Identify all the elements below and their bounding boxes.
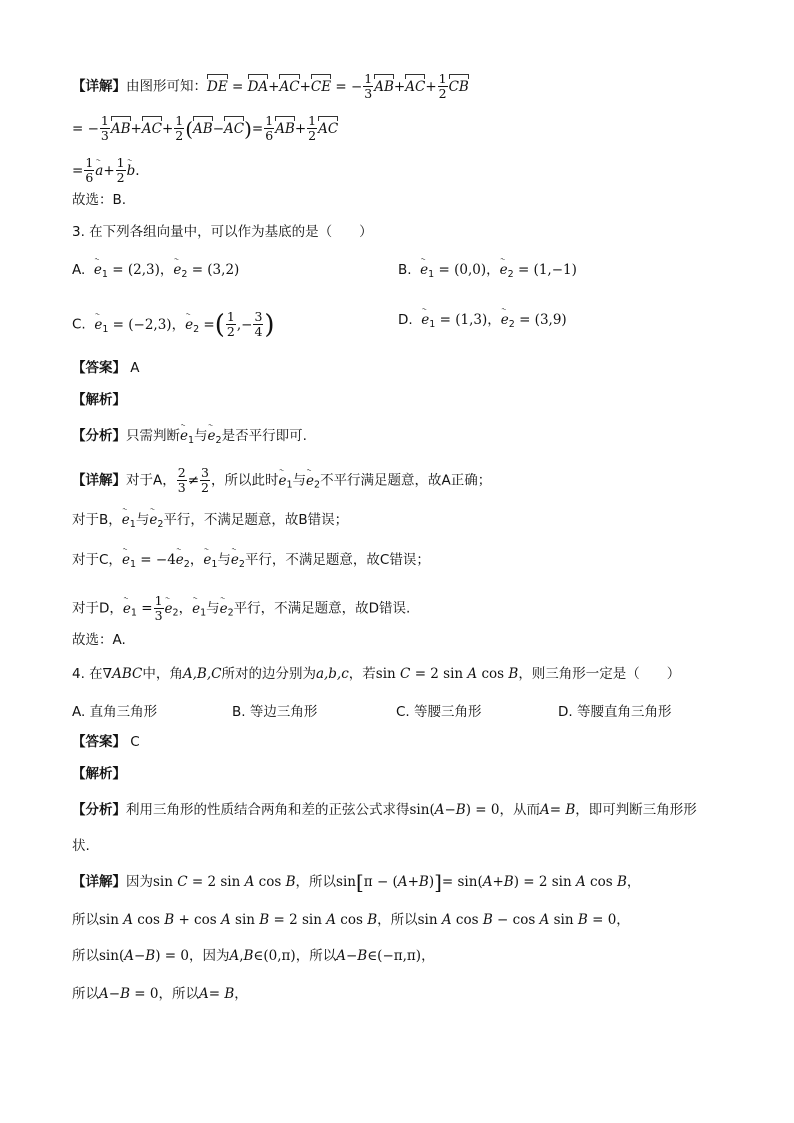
detail-tag: 【详解】 (72, 78, 126, 95)
q4-detail-1: 【详解】因为sin C = 2 sin A cos B，所以sin[π − (A+B)]= sin(A+B) = 2 sin A cos B， (72, 870, 641, 894)
q3-fenxi: 【分析】只需判断˞ $e_1$与˞ $e_2$是否平行即可. (72, 426, 307, 451)
detail-lead: 由图形可知： (126, 78, 207, 95)
q4-detail-2: 所以sin A cos B + cos A sin B = 2 sin A cos B，所以sin A cos B − cos A sin B = 0， (72, 912, 630, 928)
q3-detail-b: 对于B，˞ $e_1$与˞ $e_2$平行，不满足题意，故B错误； (72, 510, 348, 535)
q3-option-c-math: ˞ $e_1 = (-2,3)$，˞ $e_2$ =( $\frac{1}{2}$ ,− $\frac{3}{4}$ ) (94, 317, 274, 333)
answer-value: A (130, 360, 140, 376)
q4-stem: 4. 在∇ABC中，角A,B,C所对的边分别为a,b,c，若sin C = 2 sin A cos B，则三角形一定是（ ） (72, 666, 681, 682)
q3-option-a-math: ˞ $e_1 = (2,3)$，˞ $e_2 = (3,2)$ (94, 262, 239, 278)
q4-option-b: B. 等边三角形 (232, 704, 318, 720)
q3-option-a: A. ˞ $e_1 = (2,3)$，˞ $e_2 = (3,2)$ (72, 260, 239, 285)
q3-final-answer: 故选：A. (72, 632, 126, 648)
vector-equation-1: DE = DA+AC+CE = − $\frac{1}{3}$ AB+AC+ $\frac{1}{2}$ CB (207, 71, 469, 101)
prev-detail-line-3 (72, 156, 140, 185)
q3-option-d-math: ˞ $e_1 = (1,3)$，˞ $e_2 = (3,9)$ (421, 312, 566, 328)
q4-option-d: D. 等腰直角三角形 (558, 704, 672, 720)
q3-option-b: B. ˞ $e_1 = (0,0)$，˞ $e_2 = (1,-1)$ (398, 260, 577, 285)
q4-option-a: A. 直角三角形 (72, 704, 158, 720)
q3-detail-a: 【详解】对于A， $\frac{2}{3}$ ≠ $\frac{3}{2}$ ，所以此时˞ $e_1$与˞ $e_2$不平行满足题意，故A正确； (72, 466, 491, 496)
q4-detail-3: 所以sin(A−B) = 0，因为A,B∈(0,π)，所以A−B∈(−π,π)， (72, 948, 435, 964)
q4-fenxi: 【分析】利用三角形的性质结合两角和差的正弦公式求得sin(A−B) = 0，从而A= B，即可判断三角形形 (72, 802, 697, 818)
q4-option-c: C. 等腰三角形 (396, 704, 482, 720)
q4-analysis-tag: 【解析】 (72, 766, 126, 782)
q4-detail-4: 所以A−B = 0，所以A= B， (72, 986, 248, 1002)
prev-final-answer: 故选：B. (72, 192, 127, 208)
prev-detail-line-2 (72, 114, 338, 143)
prev-detail-line-1 (72, 72, 469, 101)
q3-stem: 3. 在下列各组向量中，可以作为基底的是（ ） (72, 224, 373, 240)
q3-analysis-tag: 【解析】 (72, 392, 126, 408)
q3-option-c: C. ˞ $e_1 = (-2,3)$，˞ $e_2$ =( $\frac{1}{2}$ ,− $\frac{3}{4}$ ) (72, 310, 275, 340)
q3-detail-c: 对于C，˞ $e_1$ = −4˞ $e_2$，˞ $e_1$与˞ $e_2$平行，不满足题意，故C错误； (72, 550, 430, 575)
q3-option-b-math: ˞ $e_1 = (0,0)$，˞ $e_2 = (1,-1)$ (420, 262, 577, 278)
q4-fenxi-cont: 状. (72, 838, 90, 854)
vector-equation-2: = − $\frac{1}{3}$ AB+AC+ $\frac{1}{2}$ (AB−AC)= $\frac{1}{6}$ AB+ $\frac{1}{2}$ AC (72, 113, 339, 143)
q3-answer (72, 358, 140, 378)
q3-detail-d: 对于D，˞ $e_1$ = $\frac{1}{3}$ ˞ $e_2$，˞ $e_1$与˞ $e_2$平行，不满足题意，故D错误. (72, 594, 410, 624)
q3-option-d: D. ˞ $e_1 = (1,3)$，˞ $e_2 = (3,9)$ (398, 310, 567, 335)
answer-value: C (130, 734, 140, 750)
vector-equation-3: = $\frac{1}{6}$ ˞ a+ $\frac{1}{2}$ ˞ b. (72, 163, 140, 179)
answer-tag: 【答案】 (72, 360, 126, 376)
q4-answer: 【答案】 C (72, 734, 140, 750)
